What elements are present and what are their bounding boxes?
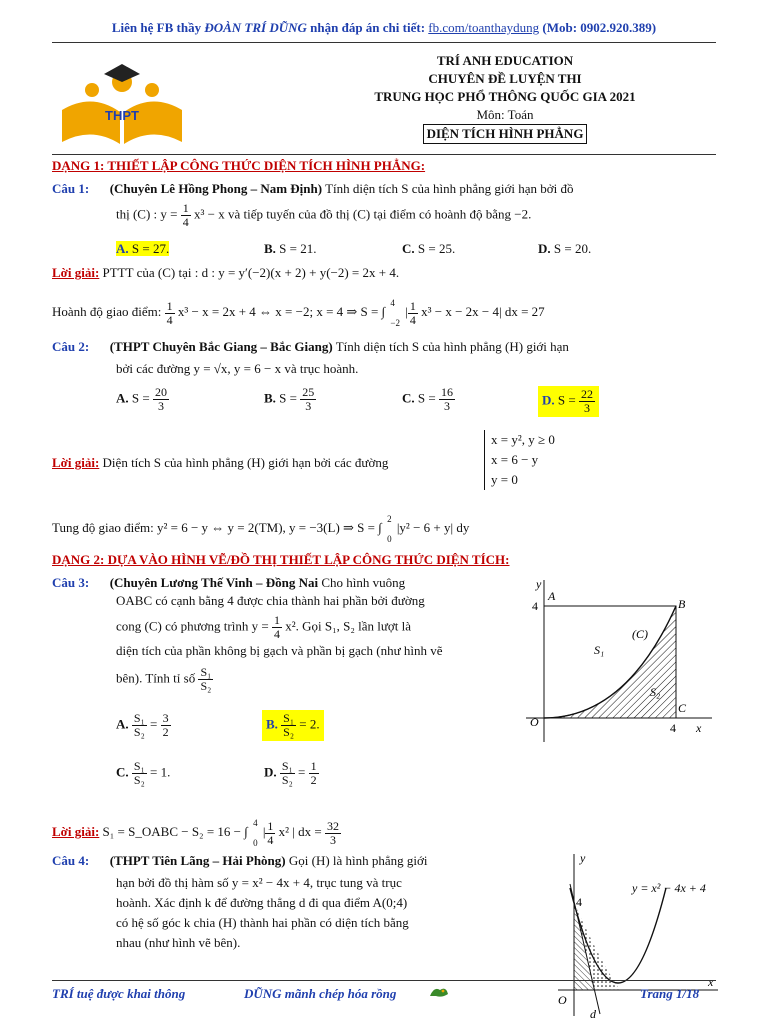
q3-label-S1: S₁ (594, 643, 605, 657)
brand-line-2: CHUYÊN ĐỀ LUYỆN THI (428, 71, 582, 86)
q2-option-a[interactable]: A. S = $\frac{20}{3}$ (116, 385, 167, 413)
mobile-number: (Mob: 0902.920.389) (542, 20, 657, 35)
q2-option-d[interactable]: D. S = $\frac{22}{3}$ (538, 386, 599, 417)
header-prefix: Liên hệ FB thầy (111, 20, 202, 35)
q2-option-c[interactable]: C. S = $\frac{16}{3}$ (402, 385, 453, 413)
q2-line-2: bởi các đường y = √x, y = 6 − x và trục hoành. (116, 361, 359, 376)
q1-text-2a: thị (C) : y = (116, 206, 178, 222)
q1-solution-2: Hoành độ giao điểm: $\frac{1}{4}$ x³ − x = 2x + 4 ⇔ x = −2; x = 4 ⇒ S = ∫ 4 −2 | $\frac{1}{4}$ x³ − x − 2x − 4| dx = 27 (52, 298, 545, 328)
question-1 (52, 180, 716, 198)
q4-label-4: 4 (576, 895, 582, 909)
education-logo-icon (52, 52, 192, 152)
brand-block (300, 52, 710, 144)
facebook-link[interactable]: fb.com/toanthaydung (428, 20, 540, 35)
q3-hatched-region (544, 606, 676, 718)
question-3: Câu 3: (Chuyên Lương Thế Vinh – Đồng Nai Cho hình vuông (52, 575, 406, 590)
q3-figure (516, 574, 716, 744)
q4-label-O: O (558, 993, 567, 1007)
q2-solution-2: Tung độ giao điểm: y² = 6 − y ⇔ y = 2(TM), y = −3(L) ⇒ S = ∫ 2 0 |y² − 6 + y| dy (52, 514, 470, 544)
q2-solution-1: Lời giải: Diện tích S của hình phẳng (H) giới hạn bởi các đường (52, 455, 389, 470)
q3-option-c[interactable]: C. $\frac{\text{S₁}}{\text{S₂}}$ = 1. (116, 759, 171, 787)
brand-subject: Môn: Toán (476, 107, 534, 122)
question-4: Câu 4: (THPT Tiên Lãng – Hải Phòng) Gọi (H) là hình phẳng giới (52, 853, 428, 868)
q3-label-A: A (548, 589, 556, 603)
q1-option-d[interactable]: D. S = 20. (538, 241, 592, 256)
q3-label-O: O (530, 715, 539, 729)
q4-label-d: d (590, 1007, 596, 1018)
topic-title: DIỆN TÍCH HÌNH PHẲNG (423, 124, 588, 144)
q4-label-y: y (580, 851, 586, 865)
q3-option-b[interactable]: B. $\frac{\text{S₁}}{\text{S₂}}$ = 2. (262, 710, 324, 741)
q1-text-1: Tính diện tích S của hình phẳng giới hạn bởi đồ (325, 181, 574, 196)
q3-option-a[interactable]: A. $\frac{\text{S₁}}{\text{S₂}}$ = $\frac{3}{2}$ (116, 711, 169, 739)
q3-line-4: diện tích của phần không bị gạch và phần bị gạch (như hình vẽ (116, 643, 443, 658)
footer-divider (52, 980, 716, 981)
q1-fraction: $\frac{1}{4}$ (182, 201, 189, 229)
q4-line-5: nhau (như hình vẽ bên). (116, 935, 241, 950)
brand-line-3: TRUNG HỌC PHỔ THÔNG QUỐC GIA 2021 (374, 89, 636, 104)
question-2: Câu 2: (THPT Chuyên Bắc Giang – Bắc Giang) Tính diện tích S của hình phẳng (H) giới hạn (52, 339, 569, 354)
q2-option-b[interactable]: B. S = $\frac{25}{3}$ (264, 385, 315, 413)
q4-line-2: hạn bởi đồ thị hàm số y = x² − 4x + 4, trục tung và trục (116, 875, 402, 890)
top-header (0, 20, 768, 36)
q1-line-2 (116, 202, 531, 229)
q3-line-2: OABC có cạnh bằng 4 được chia thành hai phần bởi đường (116, 593, 425, 608)
teacher-name: ĐOÀN TRÍ DŨNG (204, 20, 307, 35)
q2-system: x = y², y ≥ 0 x = 6 − y y = 0 (484, 430, 555, 490)
q1-option-c[interactable]: C. S = 25. (402, 241, 456, 256)
brand-line-1: TRÍ ANH EDUCATION (436, 53, 574, 68)
q1-label: Câu 1: (52, 181, 90, 196)
q3-label-y: y (536, 577, 542, 591)
header-middle: nhận đáp án chi tiết: (310, 20, 426, 35)
header-divider (52, 42, 716, 43)
q1-option-b[interactable]: B. S = 21. (264, 241, 317, 256)
q1-option-a[interactable]: A. S = 27. (116, 241, 170, 256)
q3-label-4x: 4 (670, 721, 676, 735)
q3-label-x: x (696, 721, 702, 735)
q3-solution: Lời giải: S₁ = S_OABC − S₂ = 16 − ∫ 4 0 | $\frac{1}{4}$ x² | dx = $\frac{32}{3}$ (52, 818, 340, 848)
q3-label-curve: (C) (632, 627, 648, 641)
q1-text-2b: x³ − x và tiếp tuyến của đồ thị (C) tại điểm có hoành độ bằng −2. (194, 206, 532, 222)
q3-line-5: bên). Tính tỉ số $\frac{\text{S₁}}{\text{S₂}}$ (116, 665, 212, 693)
svg-text:THPT: THPT (105, 108, 139, 123)
q3-line-3: cong (C) có phương trình y = $\frac{1}{4}$ x². Gọi S₁, S₂ lần lượt là (116, 613, 412, 641)
dragon-icon (428, 984, 450, 1000)
footer-middle: DŨNG mãnh chép hóa rồng (244, 986, 397, 1001)
section-heading-1: DẠNG 1: THIẾT LẬP CÔNG THỨC DIỆN TÍCH HÌNH PHẲNG: (52, 158, 426, 173)
q3-label-C: C (678, 701, 687, 715)
q3-label-4y: 4 (532, 599, 538, 613)
q1-source: (Chuyên Lê Hồng Phong – Nam Định) (109, 181, 323, 196)
q3-option-d[interactable]: D. $\frac{\text{S₁}}{\text{S₂}}$ = $\frac{1}{2}$ (264, 759, 317, 787)
page-number: Trang 1/18 (640, 986, 700, 1001)
section-heading-2: DẠNG 2: DỰA VÀO HÌNH VẼ/ĐỒ THỊ THIẾT LẬP CÔNG THỨC DIỆN TÍCH: (52, 552, 510, 567)
q4-line-4: có hệ số góc k chia (H) thành hai phần có diện tích bằng (116, 915, 409, 930)
footer-left: TRÍ tuệ được khai thông (52, 986, 186, 1001)
q4-line-3: hoành. Xác định k để đường thẳng d đi qua điểm A(0;4) (116, 895, 408, 910)
q3-label-B: B (678, 597, 686, 611)
title-divider (52, 154, 716, 155)
q3-label-S2: S₂ (650, 685, 661, 699)
q4-label-x: x (708, 975, 714, 989)
q1-solution-1: Lời giải: PTTT của (C) tại : d : y = y′(−2)(x + 2) + y(−2) = 2x + 4. (52, 265, 400, 280)
q4-label-equation: y = x² − 4x + 4 (632, 881, 706, 895)
